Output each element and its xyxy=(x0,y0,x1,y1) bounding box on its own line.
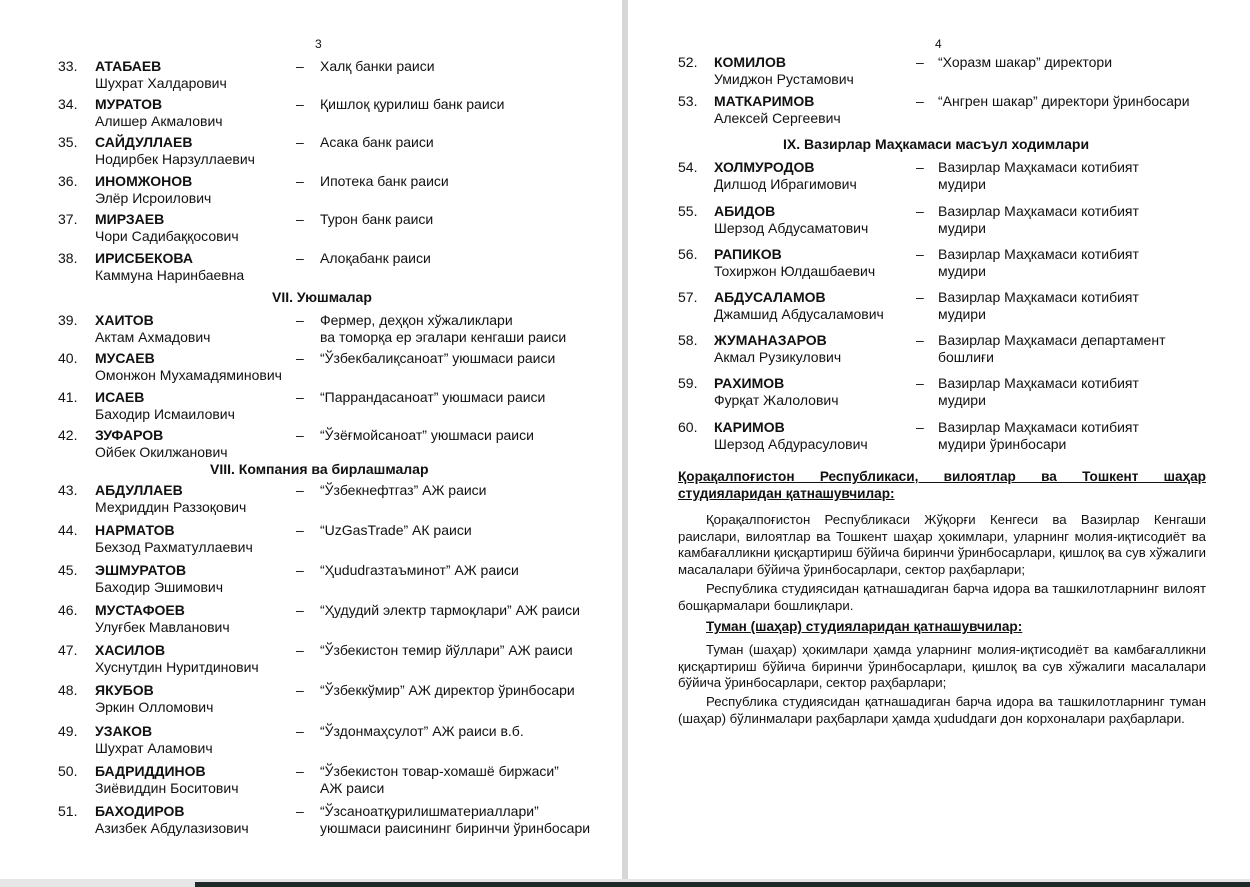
role-dash: – xyxy=(916,419,924,435)
role-dash: – xyxy=(916,159,924,175)
role-dash: – xyxy=(296,427,304,443)
person-surname: МУСАЕВ xyxy=(95,350,155,366)
district-paragraph-2: Республика студиясидан қатнашадиган барча идора ва ташкилотларнинг туман (шаҳар) бўлинмалари раҳбарлари ҳамда ҳududдаги дон корхоналари раҳбарлари. xyxy=(678,694,1206,726)
person-surname: МИРЗАЕВ xyxy=(95,211,165,227)
person-given-name: Дилшод Ибрагимович xyxy=(714,176,857,192)
entry-number: 38. xyxy=(58,250,78,266)
role-dash: – xyxy=(296,602,304,618)
person-surname: КОМИЛОВ xyxy=(714,54,786,70)
person-given-name: Чори Садибаққосович xyxy=(95,228,239,244)
list-item xyxy=(678,159,1238,195)
entry-number: 40. xyxy=(58,350,78,366)
person-surname: АТАБАЕВ xyxy=(95,58,162,74)
person-surname: АБДУЛЛАЕВ xyxy=(95,482,183,498)
list-item xyxy=(58,602,618,638)
person-given-name: Каммуна Наринбаевна xyxy=(95,267,245,283)
section-heading-viii: VIII. Компания ва бирлашмалар xyxy=(210,461,429,477)
list-item xyxy=(58,723,618,759)
person-role: Қишлоқ қурилиш банк раиси xyxy=(320,96,505,112)
list-item xyxy=(58,562,618,598)
person-given-name: Ойбек Окилжанович xyxy=(95,444,228,460)
person-surname: ЭШМУРАТОВ xyxy=(95,562,187,578)
list-item xyxy=(58,803,618,839)
person-role: “Ўзсаноатқурилишматериаллари” уюшмаси раисининг биринчи ўринбосари xyxy=(320,803,591,836)
person-surname: РАПИКОВ xyxy=(714,246,782,262)
person-role: Асака банк раиси xyxy=(320,134,434,150)
person-given-name: Меҳриддин Раззоқович xyxy=(95,499,247,515)
right-document-page xyxy=(628,0,1250,879)
person-role: “Ўзбекистон товар-хомашё биржаси” АЖ раиси xyxy=(320,763,559,796)
person-surname: ИНОМЖОНОВ xyxy=(95,173,193,189)
left-document-page xyxy=(0,0,622,879)
person-surname: ХАСИЛОВ xyxy=(95,642,166,658)
list-item xyxy=(58,173,618,209)
list-item xyxy=(58,763,618,799)
person-role: “UzGasTrade” АК раиси xyxy=(320,522,472,538)
person-role: “Ўзёғмойсаноат” уюшмаси раиси xyxy=(320,427,534,443)
entry-number: 53. xyxy=(678,93,698,109)
person-given-name: Алексей Сергеевич xyxy=(714,110,841,126)
role-dash: – xyxy=(916,375,924,391)
list-item xyxy=(678,54,1238,90)
entry-number: 43. xyxy=(58,482,78,498)
person-role: Вазирлар Маҳкамаси котибият мудири xyxy=(938,159,1139,192)
role-dash: – xyxy=(296,642,304,658)
person-role: “Ўзбекистон темир йўллари” АЖ раиси xyxy=(320,642,573,658)
entry-number: 46. xyxy=(58,602,78,618)
entry-number: 60. xyxy=(678,419,698,435)
person-surname: ИРИСБЕКОВА xyxy=(95,250,193,266)
role-dash: – xyxy=(296,96,304,112)
person-role: “Ҳудудий электр тармоқлари” АЖ раиси xyxy=(320,602,580,618)
entry-number: 59. xyxy=(678,375,698,391)
entry-number: 44. xyxy=(58,522,78,538)
person-role: “Ангрен шакар” директори ўринбосари xyxy=(938,93,1190,109)
list-item xyxy=(678,203,1238,239)
role-dash: – xyxy=(916,332,924,348)
person-surname: РАХИМОВ xyxy=(714,375,785,391)
role-dash: – xyxy=(296,173,304,189)
section-heading-ix: IX. Вазирлар Маҳкамаси масъул ходимлари xyxy=(783,136,1090,152)
list-item xyxy=(678,419,1238,455)
person-given-name: Шерзод Абдусаматович xyxy=(714,220,869,236)
person-given-name: Шухрат Халдарович xyxy=(95,75,227,91)
role-dash: – xyxy=(296,350,304,366)
list-item xyxy=(678,246,1238,282)
person-given-name: Нодирбек Нарзуллаевич xyxy=(95,151,255,167)
person-role: “Хоразм шакар” директори xyxy=(938,54,1113,70)
person-role: Халқ банки раиси xyxy=(320,58,435,74)
list-item xyxy=(58,389,618,425)
entry-number: 37. xyxy=(58,211,78,227)
role-dash: – xyxy=(916,246,924,262)
role-dash: – xyxy=(916,289,924,305)
list-item xyxy=(678,93,1238,129)
entry-number: 52. xyxy=(678,54,698,70)
entry-number: 56. xyxy=(678,246,698,262)
list-item xyxy=(58,211,618,247)
entry-number: 34. xyxy=(58,96,78,112)
person-role: Вазирлар Маҳкамаси котибият мудири xyxy=(938,375,1139,408)
person-given-name: Актам Ахмадович xyxy=(95,329,211,345)
list-item xyxy=(678,289,1238,325)
regional-paragraph-1: Қорақалпоғистон Республикаси Жўқорғи Кенгеси ва Вазирлар Кенгаши раислари, вилоятлар ва Тошкент шаҳар ҳокимлари, уларнинг молия-иқтисодиёт ва камбағалликни қисқартириш бўйича биринчи ўринбосарлари, қишлоқ ва сув хўжалиги масалалари бўйича ўринбосарлари, сектор раҳбарлари; xyxy=(678,512,1206,577)
person-surname: БАДРИДДИНОВ xyxy=(95,763,206,779)
list-item xyxy=(678,375,1238,411)
person-surname: ХОЛМУРОДОВ xyxy=(714,159,815,175)
entry-number: 51. xyxy=(58,803,78,819)
person-role: “Ҳududгазтаъминот” АЖ раиси xyxy=(320,562,519,578)
person-given-name: Акмал Рузикулович xyxy=(714,349,842,365)
role-dash: – xyxy=(296,763,304,779)
role-dash: – xyxy=(916,203,924,219)
list-item xyxy=(58,250,618,286)
role-dash: – xyxy=(296,250,304,266)
person-given-name: Эркин Олломович xyxy=(95,699,214,715)
page-number: 3 xyxy=(315,37,322,51)
person-surname: БАХОДИРОВ xyxy=(95,803,185,819)
person-given-name: Фурқат Жалолович xyxy=(714,392,839,408)
person-given-name: Хуснутдин Нуритдинович xyxy=(95,659,259,675)
person-surname: НАРМАТОВ xyxy=(95,522,175,538)
role-dash: – xyxy=(296,522,304,538)
entry-number: 36. xyxy=(58,173,78,189)
person-role: “Ўзбекбалиқсаноат” уюшмаси раиси xyxy=(320,350,556,366)
person-given-name: Бехзод Рахматуллаевич xyxy=(95,539,253,555)
list-item xyxy=(58,482,618,518)
entry-number: 47. xyxy=(58,642,78,658)
list-item xyxy=(58,58,618,94)
person-role: Алоқабанк раиси xyxy=(320,250,431,266)
person-surname: САЙДУЛЛАЕВ xyxy=(95,134,193,150)
person-surname: МУСТАФОЕВ xyxy=(95,602,185,618)
person-given-name: Азизбек Абдулазизович xyxy=(95,820,249,836)
list-item xyxy=(58,522,618,558)
person-role: “Ўзбеккўмир” АЖ директор ўринбосари xyxy=(320,682,575,698)
person-given-name: Джамшид Абдусаламович xyxy=(714,306,884,322)
list-item xyxy=(58,642,618,678)
person-given-name: Шухрат Аламович xyxy=(95,740,213,756)
role-dash: – xyxy=(916,93,924,109)
person-surname: МАТКАРИМОВ xyxy=(714,93,815,109)
role-dash: – xyxy=(296,211,304,227)
list-item xyxy=(58,427,618,463)
person-given-name: Баходир Эшимович xyxy=(95,579,224,595)
taskbar-strip xyxy=(0,879,1250,887)
person-given-name: Алишер Акмалович xyxy=(95,113,223,129)
district-paragraph-1: Туман (шаҳар) ҳокимлари ҳамда уларнинг молия-иқтисодиёт ва камбағалликни қисқартириш бўйича биринчи ўринбосарлари, қишлоқ ва сув хўжалиги масалалари бўйича ўринбосарлари, сектор раҳбарлари; xyxy=(678,642,1206,690)
person-given-name: Улуғбек Мавланович xyxy=(95,619,230,635)
entry-number: 35. xyxy=(58,134,78,150)
role-dash: – xyxy=(296,389,304,405)
entry-number: 45. xyxy=(58,562,78,578)
regional-paragraph-2: Республика студиясидан қатнашадиган барча идора ва ташкилотларнинг вилоят бошқармалари бошлиқлари. xyxy=(678,581,1206,613)
person-role: Вазирлар Маҳкамаси департамент бошлиғи xyxy=(938,332,1166,365)
entry-number: 50. xyxy=(58,763,78,779)
role-dash: – xyxy=(296,134,304,150)
district-heading: Туман (шаҳар) студияларидан қатнашувчилар: xyxy=(706,619,1023,634)
person-role: “Паррандасаноат” уюшмаси раиси xyxy=(320,389,546,405)
person-role: Вазирлар Маҳкамаси котибият мудири ўринбосари xyxy=(938,419,1139,452)
person-role: Вазирлар Маҳкамаси котибият мудири xyxy=(938,246,1139,279)
person-given-name: Шерзод Абдурасулович xyxy=(714,436,868,452)
person-role: “Ўздонмаҳсулот” АЖ раиси в.б. xyxy=(320,723,524,739)
entry-number: 39. xyxy=(58,312,78,328)
role-dash: – xyxy=(296,682,304,698)
entry-number: 49. xyxy=(58,723,78,739)
entry-number: 55. xyxy=(678,203,698,219)
role-dash: – xyxy=(296,312,304,328)
person-surname: ХАИТОВ xyxy=(95,312,154,328)
role-dash: – xyxy=(916,54,924,70)
list-item xyxy=(58,134,618,170)
person-surname: АБДУСАЛАМОВ xyxy=(714,289,826,305)
person-surname: УЗАКОВ xyxy=(95,723,153,739)
list-item xyxy=(678,332,1238,368)
entry-number: 41. xyxy=(58,389,78,405)
entry-number: 57. xyxy=(678,289,698,305)
role-dash: – xyxy=(296,482,304,498)
person-given-name: Омонжон Мухамадяминович xyxy=(95,367,282,383)
person-role: Ипотека банк раиси xyxy=(320,173,449,189)
regional-heading-line2: студияларидан қатнашувчилар: xyxy=(678,486,895,501)
person-given-name: Тохиржон Юлдашбаевич xyxy=(714,263,876,279)
role-dash: – xyxy=(296,58,304,74)
entry-number: 42. xyxy=(58,427,78,443)
entry-number: 58. xyxy=(678,332,698,348)
person-role: Фермер, деҳқон хўжаликлари ва томорқа ер эгалари кенгаши раиси xyxy=(320,312,567,345)
person-surname: МУРАТОВ xyxy=(95,96,163,112)
list-item xyxy=(58,350,618,386)
list-item xyxy=(58,312,618,348)
page-number: 4 xyxy=(935,37,942,51)
role-dash: – xyxy=(296,723,304,739)
person-role: Вазирлар Маҳкамаси котибият мудири xyxy=(938,203,1139,236)
list-item xyxy=(58,682,618,718)
person-surname: КАРИМОВ xyxy=(714,419,785,435)
role-dash: – xyxy=(296,803,304,819)
person-given-name: Зиёвиддин Боситович xyxy=(95,780,239,796)
person-role: “Ўзбекнефтгаз” АЖ раиси xyxy=(320,482,487,498)
person-surname: АБИДОВ xyxy=(714,203,776,219)
section-heading-vii: VII. Уюшмалар xyxy=(272,289,372,305)
person-surname: ЯКУБОВ xyxy=(95,682,154,698)
entry-number: 33. xyxy=(58,58,78,74)
person-surname: ЗУФАРОВ xyxy=(95,427,164,443)
person-surname: ИСАЕВ xyxy=(95,389,145,405)
role-dash: – xyxy=(296,562,304,578)
person-surname: ЖУМАНАЗАРОВ xyxy=(714,332,827,348)
entry-number: 54. xyxy=(678,159,698,175)
person-given-name: Умиджон Рустамович xyxy=(714,71,854,87)
taskbar-dark-segment xyxy=(195,882,1250,887)
person-role: Вазирлар Маҳкамаси котибият мудири xyxy=(938,289,1139,322)
list-item xyxy=(58,96,618,132)
regional-heading-line1: Қорақалпоғистон Республикаси, вилоятлар ва Тошкент шаҳар xyxy=(678,469,1206,484)
entry-number: 48. xyxy=(58,682,78,698)
person-given-name: Элёр Исроилович xyxy=(95,190,212,206)
person-given-name: Баходир Исмаилович xyxy=(95,406,235,422)
person-role: Турон банк раиси xyxy=(320,211,434,227)
